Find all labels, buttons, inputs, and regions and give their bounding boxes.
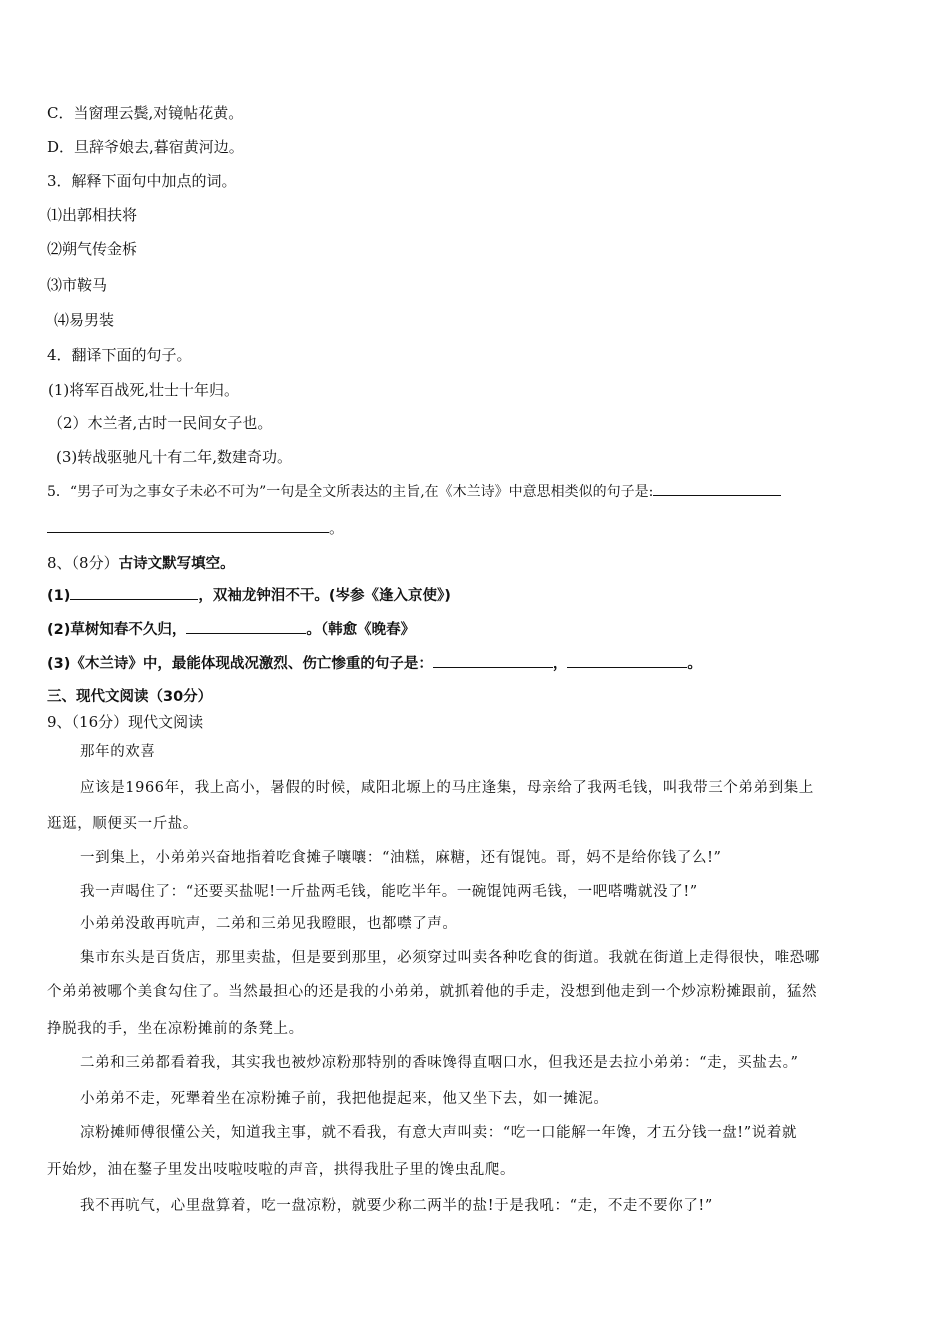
q8-item-3 <box>47 653 702 674</box>
q4-title: 4．翻译下面的句子。 <box>47 346 192 364</box>
passage-line: 我不再吭气，心里盘算着，吃一盘凉粉，就要少称二两半的盐!于是我吼：“走，不走不要你了!” <box>80 1198 713 1214</box>
period: 。 <box>687 656 702 672</box>
item-text: (3)《木兰诗》中，最能体现战况激烈、伤亡惨重的句子是： <box>47 656 433 672</box>
answer-blank[interactable] <box>653 481 781 496</box>
passage-title: 那年的欢喜 <box>80 744 156 760</box>
q3-title: 3．解释下面句中加点的词。 <box>47 172 237 190</box>
item-number: (1) <box>47 588 71 604</box>
option-text: 旦辞爷娘去,暮宿黄河边。 <box>74 138 244 156</box>
passage-line: 逛逛，顺便买一斤盐。 <box>47 816 198 832</box>
option-label: D． <box>47 138 75 156</box>
q5-question <box>47 481 781 502</box>
passage-line: 凉粉摊师傅很懂公关，知道我主事，就不看我，有意大声叫卖：“吃一口能解一年馋，才五分钱一盘!”说着就 <box>80 1125 798 1141</box>
passage-line: 集市东头是百货店，那里卖盐，但是要到那里，必须穿过叫卖各种吃食的街道。我就在街道上走得很快，唯恐哪 <box>80 950 820 966</box>
q3-item: ⑴出郭相扶将 <box>47 206 138 224</box>
q5-text: 5．“男子可为之事女子未必不可为”一句是全文所表达的主旨,在《木兰诗》中意思相类似的句子是: <box>47 484 654 500</box>
answer-blank[interactable] <box>433 653 553 668</box>
q4-item: (1)将军百战死,壮士十年归。 <box>48 381 240 399</box>
option-label: C． <box>47 104 74 122</box>
q4-item: （2）木兰者,古时一民间女子也。 <box>48 414 273 432</box>
item-text: ，双袖龙钟泪不干。(岑参《逢入京使》) <box>198 588 451 604</box>
q3-item: ⑶市鞍马 <box>47 276 108 294</box>
comma: ， <box>552 656 568 672</box>
answer-blank[interactable] <box>70 585 198 600</box>
answer-blank[interactable] <box>186 619 306 634</box>
passage-line: 小弟弟没敢再吭声，二弟和三弟见我瞪眼，也都噤了声。 <box>80 916 458 932</box>
passage-line: 我一声喝住了：“还要买盐呢!一斤盐两毛钱，能吃半年。一碗馄饨两毛钱，一吧嗒嘴就没了!” <box>80 884 698 900</box>
q9-header: 9、（16分）现代文阅读 <box>47 713 204 731</box>
section-heading: 三、现代文阅读（30分） <box>47 689 213 705</box>
passage-line: 个弟弟被哪个美食勾住了。当然最担心的还是我的小弟弟，就抓着他的手走，没想到他走到一个炒凉粉摊跟前，猛然 <box>47 984 818 1000</box>
item-text: (2)草树知春不久归， <box>47 622 187 638</box>
passage-line: 二弟和三弟都看着我，其实我也被炒凉粉那特别的香味馋得直咽口水，但我还是去拉小弟弟：“走，买盐去。” <box>80 1055 799 1071</box>
option-d <box>47 137 244 157</box>
q8-header <box>47 553 235 574</box>
answer-blank[interactable] <box>47 518 329 533</box>
q3-item: ⑷易男装 <box>54 311 115 329</box>
passage-line: 开始炒，油在鏊子里发出吱啦吱啦的声音，拱得我肚子里的馋虫乱爬。 <box>47 1162 516 1178</box>
q4-item: (3)转战驱驰凡十有二年,数建奇功。 <box>56 448 293 466</box>
option-text: 当窗理云鬓,对镜帖花黄。 <box>73 104 244 122</box>
period: 。 <box>329 519 345 537</box>
item-text: 。（韩愈《晚春》 <box>306 622 416 638</box>
q8-title: 古诗文默写填空。 <box>118 556 235 572</box>
answer-blank[interactable] <box>567 653 687 668</box>
passage-line: 一到集上，小弟弟兴奋地指着吃食摊子嚷嚷：“油糕，麻糖，还有馄饨。哥，妈不是给你钱了么!” <box>80 850 722 866</box>
passage-line: 挣脱我的手，坐在凉粉摊前的条凳上。 <box>47 1021 304 1037</box>
q8-prefix: 8、（8分） <box>47 554 119 572</box>
q8-item-1 <box>47 585 451 606</box>
q5-continuation <box>47 518 344 538</box>
q8-item-2 <box>47 619 415 640</box>
passage-line: 应该是1966年，我上高小，暑假的时候，咸阳北塬上的马庄逢集，母亲给了我两毛钱，叫我带三个弟弟到集上 <box>80 780 814 796</box>
passage-line: 小弟弟不走，死犟着坐在凉粉摊子前，我把他提起来，他又坐下去，如一摊泥。 <box>80 1091 609 1107</box>
option-c <box>47 103 243 123</box>
q3-item: ⑵朔气传金柝 <box>47 240 138 258</box>
